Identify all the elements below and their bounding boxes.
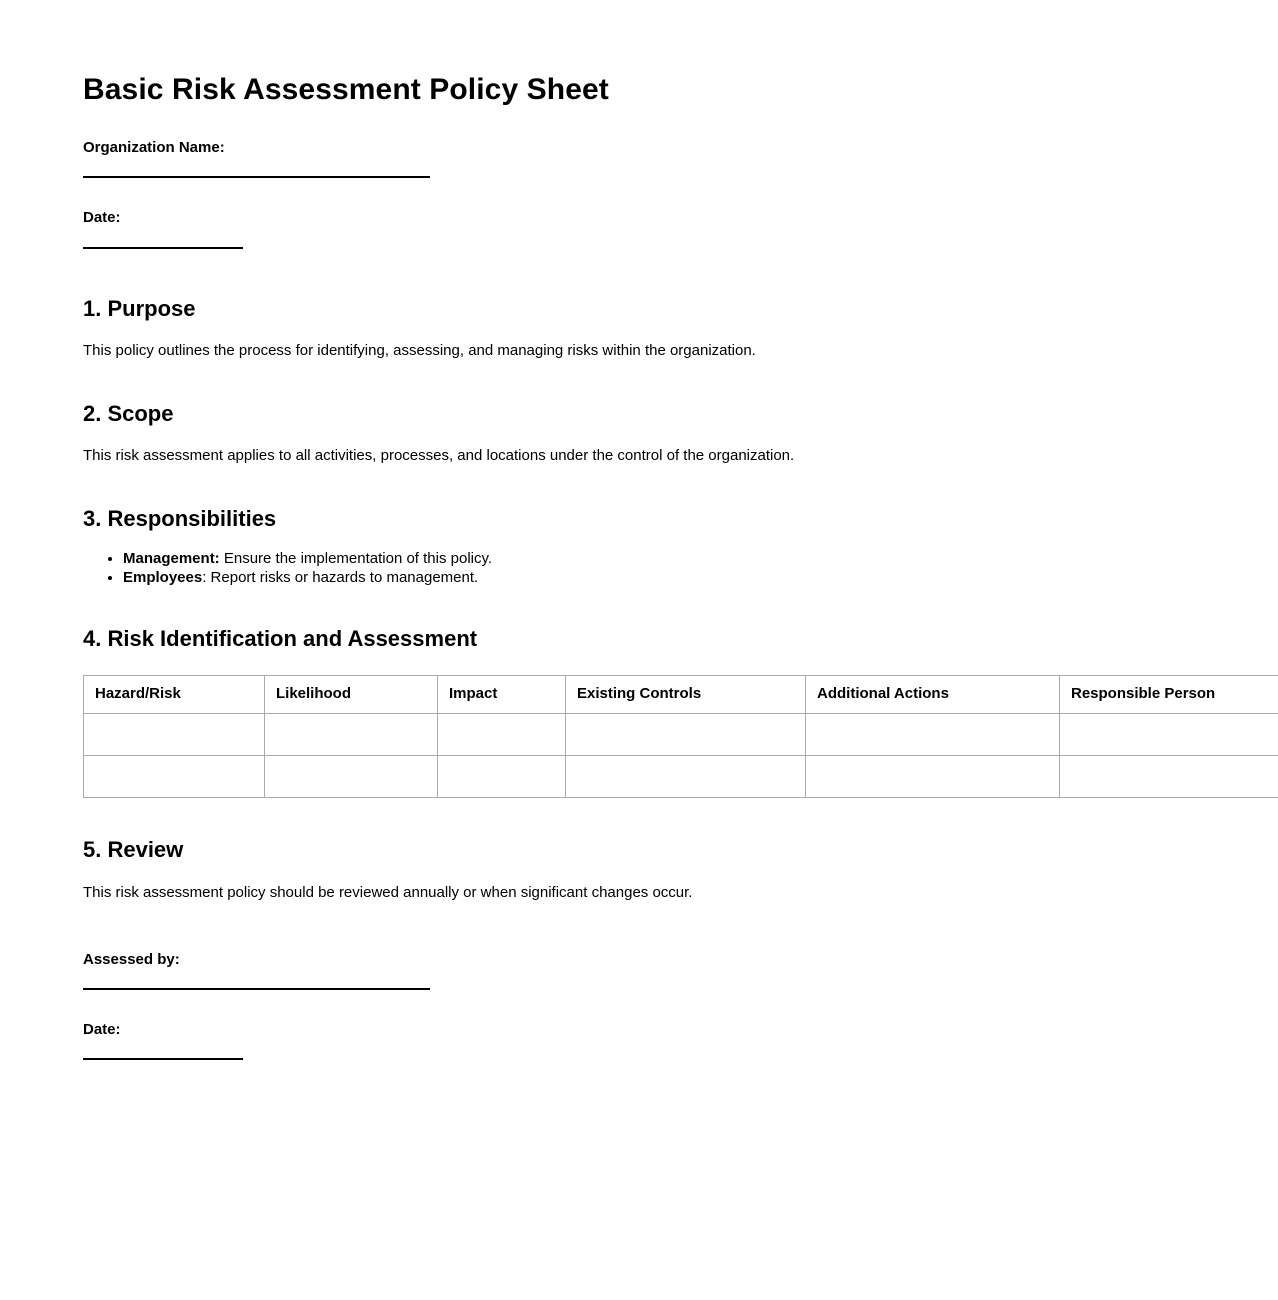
table-row	[84, 714, 1278, 756]
section-heading-risk-identification: 4. Risk Identification and Assessment	[83, 625, 478, 651]
cell-likelihood[interactable]	[265, 756, 438, 798]
column-header-impact: Impact	[438, 676, 566, 714]
table-header	[84, 676, 1278, 714]
header-date-field	[83, 208, 1194, 248]
cell-likelihood[interactable]	[265, 714, 438, 756]
risk-assessment-table	[83, 675, 1278, 798]
list-item-text: : Report risks or hazards to management.	[202, 568, 479, 586]
signature-date-label: Date:	[83, 1020, 121, 1038]
section-heading-responsibilities: 3. Responsibilities	[83, 506, 277, 531]
cell-existing-controls[interactable]	[566, 756, 806, 798]
section-text-scope: This risk assessment applies to all activities, processes, and locations under the control of the organization.	[83, 447, 795, 465]
list-item-lead: Management:	[123, 549, 220, 567]
header-date-input-rule[interactable]	[83, 247, 243, 249]
organization-name-input-rule[interactable]	[83, 176, 430, 178]
section-text-purpose: This policy outlines the process for identifying, assessing, and managing risks within the organization.	[83, 342, 756, 359]
assessed-by-input-rule[interactable]	[83, 988, 430, 990]
signature-date-field	[83, 1020, 1194, 1060]
table-header-row	[84, 676, 1278, 714]
signature-date-input-rule[interactable]	[83, 1058, 243, 1060]
column-header-existing-controls: Existing Controls	[566, 676, 806, 714]
column-header-likelihood: Likelihood	[265, 676, 438, 714]
column-header-hazard-risk: Hazard/Risk	[84, 676, 265, 714]
list-item-lead: Employees	[123, 568, 203, 586]
organization-name-field	[83, 138, 1194, 178]
section-heading-scope: 2. Scope	[83, 400, 174, 426]
cell-hazard-risk[interactable]	[84, 714, 265, 756]
header-date-label: Date:	[83, 209, 121, 227]
organization-name-label: Organization Name:	[83, 139, 225, 156]
cell-additional-actions[interactable]	[806, 714, 1060, 756]
cell-existing-controls[interactable]	[566, 714, 806, 756]
list-item-text: Ensure the implementation of this policy.	[219, 549, 493, 567]
section-heading-purpose: 1. Purpose	[83, 295, 196, 321]
section-text-review: This risk assessment policy should be reviewed annually or when significant changes occur.	[83, 883, 693, 901]
assessed-by-field	[83, 950, 1194, 990]
column-header-additional-actions: Additional Actions	[806, 676, 1060, 714]
responsibilities-list	[83, 549, 1194, 587]
list-item	[123, 568, 1194, 587]
list-item	[123, 549, 1194, 568]
table-body	[84, 714, 1278, 798]
assessed-by-label: Assessed by:	[83, 950, 180, 968]
page-title: Basic Risk Assessment Policy Sheet	[83, 73, 609, 106]
cell-hazard-risk[interactable]	[84, 756, 265, 798]
section-heading-review: 5. Review	[83, 837, 184, 863]
column-header-responsible-person: Responsible Person	[1060, 676, 1278, 714]
cell-impact[interactable]	[438, 756, 566, 798]
cell-responsible-person[interactable]	[1060, 756, 1278, 798]
cell-additional-actions[interactable]	[806, 756, 1060, 798]
table-row	[84, 756, 1278, 798]
cell-responsible-person[interactable]	[1060, 714, 1278, 756]
cell-impact[interactable]	[438, 714, 566, 756]
